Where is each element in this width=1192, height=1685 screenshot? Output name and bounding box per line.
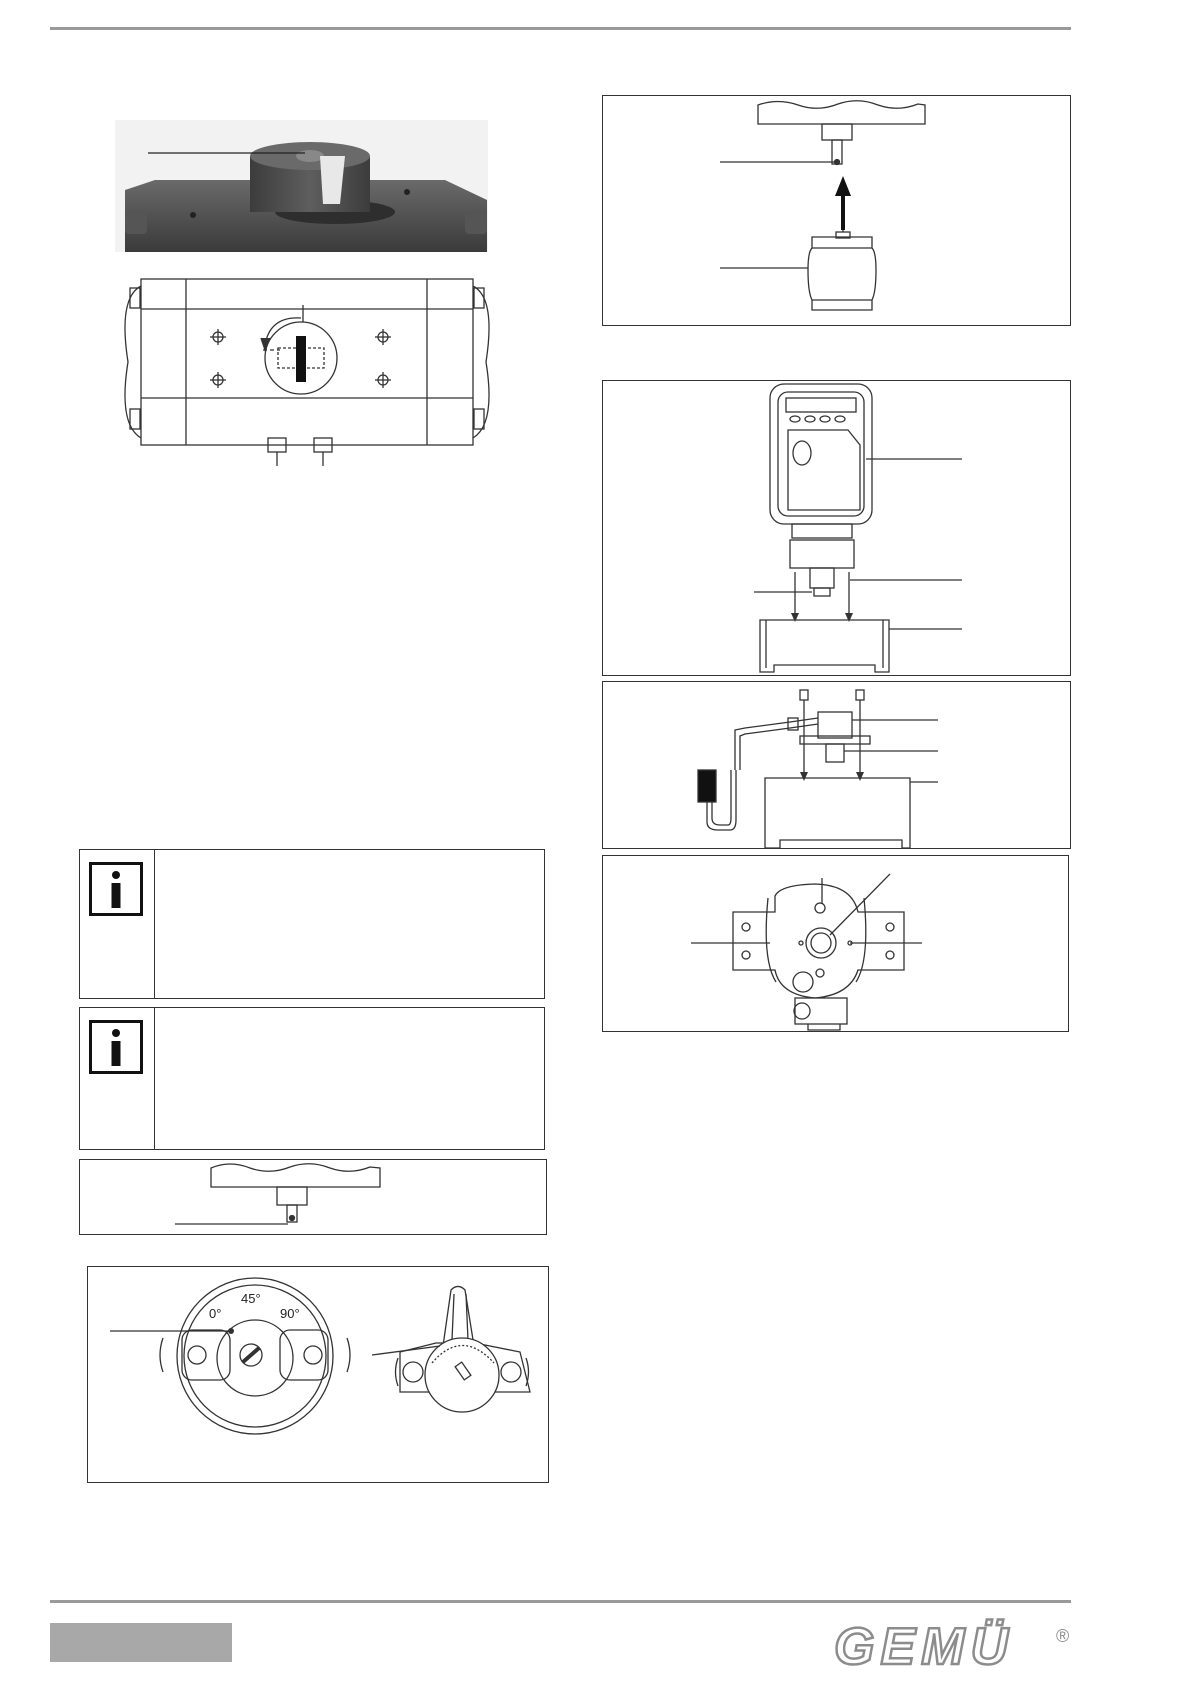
angle-label-90: 90° bbox=[280, 1306, 300, 1321]
page-number-tab bbox=[50, 1623, 232, 1662]
gemu-logo-wordmark: GEMÜ bbox=[834, 1618, 1014, 1676]
angle-label-0: 0° bbox=[209, 1306, 222, 1321]
registered-mark: ® bbox=[1056, 1626, 1070, 1646]
gemu-logo bbox=[830, 1612, 1076, 1676]
angle-label-45: 45° bbox=[241, 1291, 261, 1306]
footer-rule bbox=[50, 1600, 1071, 1603]
